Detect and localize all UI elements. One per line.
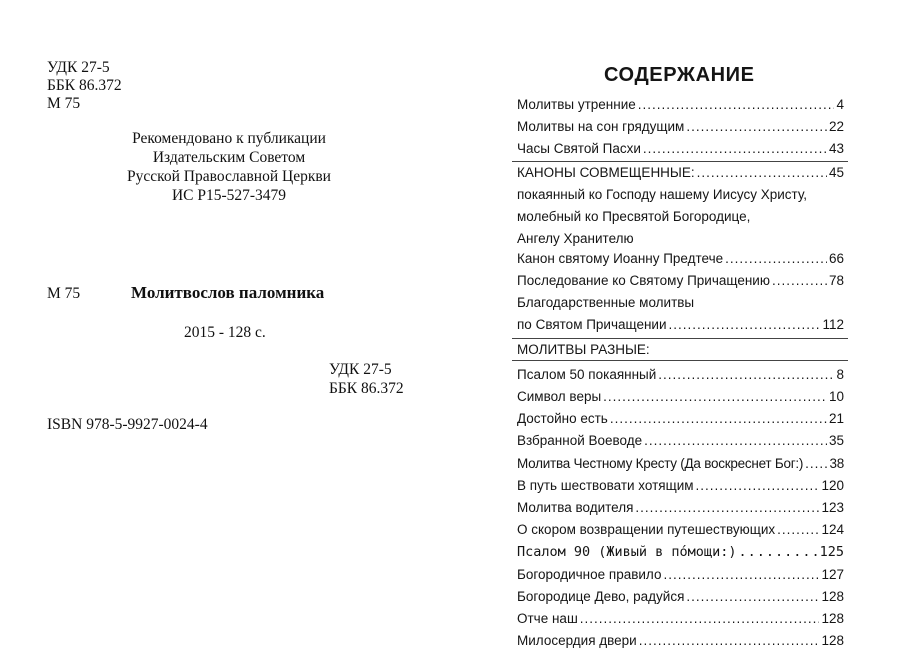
misc-heading: МОЛИТВЫ РАЗНЫЕ: [517,342,650,357]
bbk-code: ББК 86.372 [47,77,122,94]
udk-code-bottom: УДК 27-5 [329,361,392,378]
toc-entry-canons: КАНОНЫ СОВМЕЩЕННЫЕ: ..... 45 [517,165,844,187]
toc-entry: Молитва Честному Кресту (Да воскреснет Бог:) ..... 38 [517,456,844,478]
book-title: Молитвослов паломника [131,283,325,302]
leader-dots [697,165,827,180]
toc-entry: В путь шествовати хотящим ..... 120 [517,478,844,500]
leader-dots [644,433,827,448]
toc-entry: Молитва водителя ..... 123 [517,500,844,522]
leader-dots [635,500,819,515]
toc-entry: О скором возвращении путешествующих ..... 124 [517,522,844,544]
toc-entry: Молитвы утренние ..... 4 [517,97,844,119]
section-divider [512,161,848,162]
recommendation-line-1: Рекомендовано к публикации [132,130,326,147]
isbn: ISBN 978-5-9927-0024-4 [47,416,208,433]
toc-entry: Последование ко Святому Причащению ..... 78 [517,273,844,295]
leader-dots [777,522,819,537]
toc-entry: Богородице Дево, радуйся ..... 128 [517,589,844,611]
leader-dots [643,141,827,156]
bbk-code-bottom: ББК 86.372 [329,380,404,397]
leader-dots [669,317,821,332]
author-mark: М 75 [47,95,81,112]
recommendation-line-3: Русской Православной Церкви [127,168,331,185]
leader-dots [772,273,827,288]
leader-dots [686,119,827,134]
leader-dots [738,544,817,560]
section-divider [512,338,848,339]
leader-dots [725,251,827,266]
canons-sub-1: покаянный ко Господу нашему Иисусу Христу, [517,187,807,202]
toc-entry: Псалом 90 (Живый в по́мощи:) ..... 125 [517,544,844,566]
recommendation-line-2: Издательским Советом [152,149,306,166]
toc-entry: Символ веры ..... 10 [517,389,844,411]
toc-entry: Канон святому Иоанну Предтече ..... 66 [517,251,844,273]
toc-entry: Молитвы на сон грядущим ..... 22 [517,119,844,141]
leader-dots [610,411,827,426]
toc-entry: по Святом Причащении ..... 112 [517,317,844,339]
edition-info: 2015 - 128 с. [184,324,266,341]
recommendation-line-4: ИС Р15-527-3479 [171,187,287,204]
leader-dots [658,367,834,382]
leader-dots [639,633,820,648]
leader-dots [663,567,819,582]
leader-dots [686,589,819,604]
toc-entry: Часы Святой Пасхи ..... 43 [517,141,844,163]
toc-entry: Взбранной Воеводе ..... 35 [517,433,844,455]
toc-entry: Отче наш ..... 128 [517,611,844,633]
leader-dots [580,611,820,626]
canons-sub-2: молебный ко Пресвятой Богородице, [517,209,751,224]
catalog-code: М 75 [47,285,81,302]
toc-title: СОДЕРЖАНИЕ [604,64,755,86]
toc-entry: Псалом 50 покаянный ..... 8 [517,367,844,389]
toc-entry: Достойно есть ..... 21 [517,411,844,433]
leader-dots [638,97,835,112]
section-divider [512,360,848,361]
leader-dots [603,389,827,404]
leader-dots [805,456,827,471]
udk-code: УДК 27-5 [47,59,110,76]
toc-entry: Богородичное правило ..... 127 [517,567,844,589]
leader-dots [696,478,820,493]
thanks-line-1: Благодарственные молитвы [517,295,695,310]
canons-sub-3: Ангелу Хранителю [517,231,634,246]
toc-entry: Милосердия двери ..... 128 [517,633,844,655]
